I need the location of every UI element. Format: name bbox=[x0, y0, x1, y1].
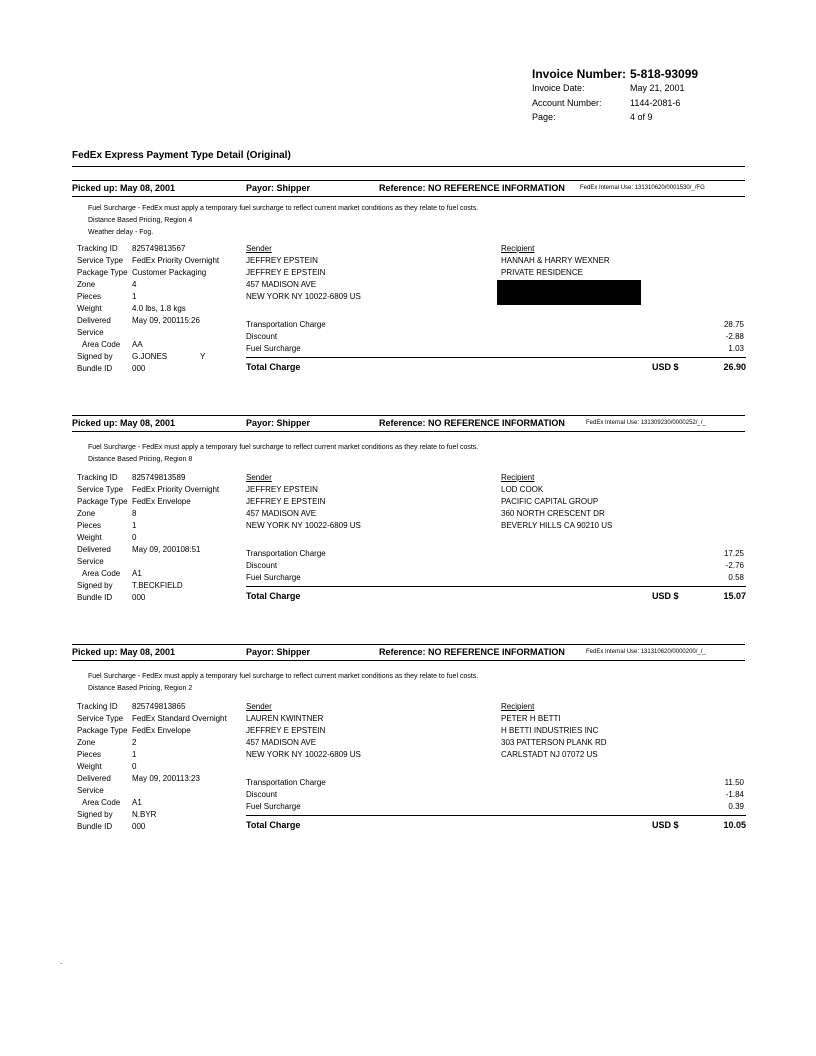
tracking-id-value: 825749813567 bbox=[132, 244, 186, 253]
page-title: FedEx Express Payment Type Detail (Original) bbox=[72, 150, 291, 161]
tracking-id-value: 825749813865 bbox=[132, 702, 186, 711]
discount-label: Discount bbox=[246, 790, 278, 799]
sender-line: JEFFREY EPSTEIN bbox=[246, 485, 318, 494]
sender-line: 457 MADISON AVE bbox=[246, 738, 317, 747]
recipient-heading: Recipient bbox=[501, 702, 535, 711]
transportation-charge-amount: 17.25 bbox=[723, 549, 744, 558]
bundle-id-label: Bundle ID bbox=[77, 593, 113, 602]
note-line: Fuel Surcharge - FedEx must apply a temporary fuel surcharge to reflect current market conditions as they relate to fuel costs. bbox=[88, 444, 479, 451]
weight-value: 0 bbox=[132, 762, 137, 771]
total-charge-label: Total Charge bbox=[246, 362, 301, 372]
discount-amount: -2.88 bbox=[725, 332, 744, 341]
zone-value: 8 bbox=[132, 509, 137, 518]
picked-up-date: Picked up: May 08, 2001 bbox=[72, 647, 176, 657]
total-divider bbox=[246, 815, 746, 816]
reference: Reference: NO REFERENCE INFORMATION bbox=[379, 418, 565, 428]
bundle-id-value: 000 bbox=[132, 593, 146, 602]
sender-line: JEFFREY E EPSTEIN bbox=[246, 268, 326, 277]
sender-line: 457 MADISON AVE bbox=[246, 509, 317, 518]
note-line: Distance Based Pricing, Region 4 bbox=[88, 217, 193, 224]
delivered-label: Delivered bbox=[77, 545, 111, 554]
zone-value: 2 bbox=[132, 738, 137, 747]
zone-label: Zone bbox=[77, 509, 96, 518]
service-label: Service bbox=[77, 786, 104, 795]
total-charge-label: Total Charge bbox=[246, 820, 301, 830]
service-type-label: Service Type bbox=[77, 714, 124, 723]
package-type-value: FedEx Envelope bbox=[132, 726, 191, 735]
shipment-section bbox=[72, 415, 746, 635]
invoice-number-value: 5-818-93099 bbox=[630, 67, 699, 81]
pieces-value: 1 bbox=[132, 292, 137, 301]
sender-heading: Sender bbox=[246, 244, 272, 253]
recipient-line: H BETTI INDUSTRIES INC bbox=[501, 726, 599, 735]
area-code-value: A1 bbox=[132, 798, 142, 807]
invoice-date-value: May 21, 2001 bbox=[630, 83, 685, 93]
sender-line: JEFFREY E EPSTEIN bbox=[246, 497, 326, 506]
bundle-id-value: 000 bbox=[132, 364, 146, 373]
invoice-number-label: Invoice Number: bbox=[532, 67, 627, 81]
picked-up-date: Picked up: May 08, 2001 bbox=[72, 418, 176, 428]
sender-line: 457 MADISON AVE bbox=[246, 280, 317, 289]
area-code-value: AA bbox=[132, 340, 143, 349]
internal-use-code: FedEx Internal Use: 131310620/0001530/_/FG bbox=[580, 185, 705, 191]
bundle-id-label: Bundle ID bbox=[77, 364, 113, 373]
total-charge-amount: 10.05 bbox=[723, 820, 746, 830]
zone-label: Zone bbox=[77, 280, 96, 289]
weight-value: 0 bbox=[132, 533, 137, 542]
total-charge-amount: 15.07 bbox=[723, 591, 746, 601]
fuel-surcharge-label: Fuel Surcharge bbox=[246, 573, 301, 582]
delivered-value: May 09, 200113:23 bbox=[132, 774, 200, 783]
note-line: Fuel Surcharge - FedEx must apply a temporary fuel surcharge to reflect current market conditions as they relate to fuel costs. bbox=[88, 205, 479, 212]
service-type-value: FedEx Priority Overnight bbox=[132, 485, 220, 494]
sender-line: NEW YORK NY 10022-6809 US bbox=[246, 521, 361, 530]
zone-label: Zone bbox=[77, 738, 96, 747]
tracking-id-value: 825749813589 bbox=[132, 473, 186, 482]
footer-mark: . bbox=[60, 957, 63, 966]
shipment-section bbox=[72, 644, 746, 864]
package-type-value: Customer Packaging bbox=[132, 268, 207, 277]
transportation-charge-label: Transportation Charge bbox=[246, 778, 326, 787]
sender-line: NEW YORK NY 10022-6809 US bbox=[246, 292, 361, 301]
signed-by-value: G.JONES bbox=[132, 352, 168, 361]
picked-up-date: Picked up: May 08, 2001 bbox=[72, 183, 176, 193]
discount-label: Discount bbox=[246, 332, 278, 341]
transportation-charge-label: Transportation Charge bbox=[246, 549, 326, 558]
recipient-line: LOD COOK bbox=[501, 485, 544, 494]
recipient-line: 360 NORTH CRESCENT DR bbox=[501, 509, 605, 518]
currency-label: USD $ bbox=[652, 362, 679, 372]
service-type-label: Service Type bbox=[77, 485, 124, 494]
signed-by-label: Signed by bbox=[77, 352, 113, 361]
weight-value: 4.0 lbs, 1.8 kgs bbox=[132, 304, 186, 313]
recipient-line: HANNAH & HARRY WEXNER bbox=[501, 256, 610, 265]
total-divider bbox=[246, 586, 746, 587]
transportation-charge-amount: 11.50 bbox=[724, 778, 744, 787]
page-label: Page: bbox=[532, 112, 556, 122]
recipient-line: 303 PATTERSON PLANK RD bbox=[501, 738, 607, 747]
service-label: Service bbox=[77, 328, 104, 337]
transportation-charge-amount: 28.75 bbox=[723, 320, 744, 329]
signed-by-label: Signed by bbox=[77, 810, 113, 819]
currency-label: USD $ bbox=[652, 591, 679, 601]
internal-use-code: FedEx Internal Use: 131309230/0000252/_/_ bbox=[586, 420, 706, 426]
section-divider bbox=[72, 431, 745, 432]
section-divider bbox=[72, 415, 745, 416]
invoice-date-label: Invoice Date: bbox=[532, 83, 585, 93]
pieces-value: 1 bbox=[132, 521, 137, 530]
service-type-label: Service Type bbox=[77, 256, 124, 265]
recipient-line: CARLSTADT NJ 07072 US bbox=[501, 750, 598, 759]
area-code-value: A1 bbox=[132, 569, 142, 578]
recipient-line: BEVERLY HILLS CA 90210 US bbox=[501, 521, 613, 530]
currency-label: USD $ bbox=[652, 820, 679, 830]
discount-label: Discount bbox=[246, 561, 278, 570]
service-type-value: FedEx Standard Overnight bbox=[132, 714, 227, 723]
reference: Reference: NO REFERENCE INFORMATION bbox=[379, 647, 565, 657]
delivered-value: May 09, 200108:51 bbox=[132, 545, 201, 554]
fuel-surcharge-amount: 0.39 bbox=[728, 802, 744, 811]
bundle-id-value: 000 bbox=[132, 822, 146, 831]
account-number-label: Account Number: bbox=[532, 98, 602, 108]
fuel-surcharge-label: Fuel Surcharge bbox=[246, 802, 301, 811]
total-charge-amount: 26.90 bbox=[723, 362, 746, 372]
signed-by-value: T.BECKFIELD bbox=[132, 581, 183, 590]
payor: Payor: Shipper bbox=[246, 418, 311, 428]
internal-use-code: FedEx Internal Use: 131310620/0000200/_/_ bbox=[586, 649, 706, 655]
sender-line: NEW YORK NY 10022-6809 US bbox=[246, 750, 361, 759]
pieces-value: 1 bbox=[132, 750, 137, 759]
reference: Reference: NO REFERENCE INFORMATION bbox=[379, 183, 565, 193]
transportation-charge-label: Transportation Charge bbox=[246, 320, 326, 329]
note-line: Distance Based Pricing, Region 8 bbox=[88, 456, 193, 463]
section-divider bbox=[72, 180, 745, 181]
total-divider bbox=[246, 357, 746, 358]
area-code-label: Area Code bbox=[82, 798, 121, 807]
package-type-value: FedEx Envelope bbox=[132, 497, 191, 506]
sender-heading: Sender bbox=[246, 473, 272, 482]
redaction-block bbox=[497, 280, 641, 305]
total-charge-label: Total Charge bbox=[246, 591, 301, 601]
package-type-label: Package Type bbox=[77, 497, 128, 506]
package-type-label: Package Type bbox=[77, 726, 128, 735]
weight-label: Weight bbox=[77, 533, 102, 542]
signed-by-value: N.BYR bbox=[132, 810, 157, 819]
note-line: Weather delay - Fog. bbox=[88, 229, 154, 236]
pieces-label: Pieces bbox=[77, 292, 102, 301]
sender-heading: Sender bbox=[246, 702, 272, 711]
tracking-id-label: Tracking ID bbox=[77, 702, 118, 711]
package-type-label: Package Type bbox=[77, 268, 128, 277]
recipient-heading: Recipient bbox=[501, 473, 535, 482]
delivered-label: Delivered bbox=[77, 774, 111, 783]
delivered-value: May 09, 200115:26 bbox=[132, 316, 200, 325]
pieces-label: Pieces bbox=[77, 750, 102, 759]
signed-by-label: Signed by bbox=[77, 581, 113, 590]
pieces-label: Pieces bbox=[77, 521, 102, 530]
bundle-id-label: Bundle ID bbox=[77, 822, 113, 831]
payor: Payor: Shipper bbox=[246, 647, 311, 657]
weight-label: Weight bbox=[77, 304, 102, 313]
sender-line: JEFFREY EPSTEIN bbox=[246, 256, 318, 265]
fuel-surcharge-amount: 1.03 bbox=[728, 344, 744, 353]
recipient-line: PETER H BETTI bbox=[501, 714, 561, 723]
section-divider bbox=[72, 644, 745, 645]
section-divider bbox=[72, 660, 745, 661]
zone-value: 4 bbox=[132, 280, 137, 289]
sender-line: JEFFREY E EPSTEIN bbox=[246, 726, 326, 735]
account-number-value: 1144-2081-6 bbox=[630, 98, 681, 108]
page-value: 4 of 9 bbox=[630, 112, 653, 122]
note-line: Distance Based Pricing, Region 2 bbox=[88, 685, 193, 692]
note-line: Fuel Surcharge - FedEx must apply a temporary fuel surcharge to reflect current market conditions as they relate to fuel costs. bbox=[88, 673, 479, 680]
signed-flag: Y bbox=[200, 352, 206, 361]
delivered-label: Delivered bbox=[77, 316, 111, 325]
section-divider bbox=[72, 196, 745, 197]
fuel-surcharge-label: Fuel Surcharge bbox=[246, 344, 301, 353]
fuel-surcharge-amount: 0.58 bbox=[728, 573, 744, 582]
area-code-label: Area Code bbox=[82, 569, 121, 578]
area-code-label: Area Code bbox=[82, 340, 121, 349]
discount-amount: -1.84 bbox=[725, 790, 744, 799]
service-type-value: FedEx Priority Overnight bbox=[132, 256, 220, 265]
tracking-id-label: Tracking ID bbox=[77, 244, 118, 253]
shipment-section bbox=[72, 180, 746, 400]
discount-amount: -2.76 bbox=[725, 561, 744, 570]
title-divider bbox=[72, 166, 745, 167]
tracking-id-label: Tracking ID bbox=[77, 473, 118, 482]
recipient-line: PACIFIC CAPITAL GROUP bbox=[501, 497, 599, 506]
sender-line: LAUREN KWINTNER bbox=[246, 714, 324, 723]
weight-label: Weight bbox=[77, 762, 102, 771]
recipient-heading: Recipient bbox=[501, 244, 535, 253]
recipient-line: PRIVATE RESIDENCE bbox=[501, 268, 583, 277]
service-label: Service bbox=[77, 557, 104, 566]
payor: Payor: Shipper bbox=[246, 183, 311, 193]
